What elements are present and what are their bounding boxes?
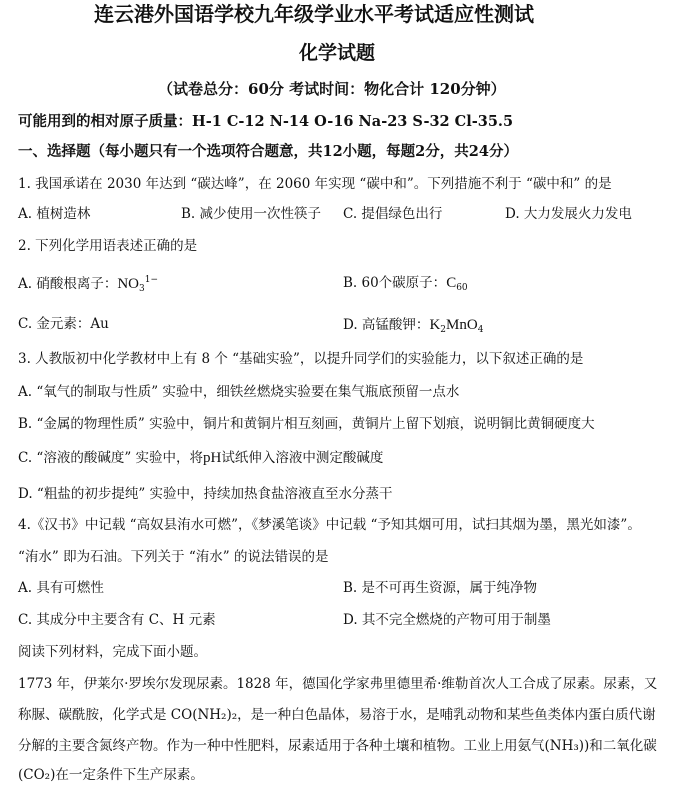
question-2-option-d bbox=[343, 318, 483, 335]
ph-symbol: pH bbox=[203, 450, 222, 466]
reading-intro: 阅读下列材料，完成下面小题。 bbox=[18, 644, 207, 660]
question-4-option-d: D. 其不完全燃烧的产物可用于制墨 bbox=[343, 612, 551, 628]
option-c-text-end: 试纸伸入溶液中测定酸碱度 bbox=[221, 450, 384, 466]
permanganate-subscript-4: 4 bbox=[477, 325, 484, 335]
option-c-text-start: C. “溶液的酸碱度” 实验中，将 bbox=[18, 450, 204, 466]
question-4-option-a: A. 具有可燃性 bbox=[18, 580, 104, 596]
permanganate-subscript-2: 2 bbox=[440, 325, 447, 335]
atomic-masses: 可能用到的相对原子质量：H-1 C-12 N-14 O-16 Na-23 S-32 Cl-35.5 bbox=[18, 113, 514, 130]
question-4-option-c: C. 其成分中主要含有 C、H 元素 bbox=[18, 612, 216, 628]
nitrate-subscript: 3 bbox=[139, 284, 145, 294]
question-3-option-c bbox=[18, 451, 383, 466]
question-3-option-a: A. “氧气的制取与性质” 实验中，细铁丝燃烧实验要在集气瓶底预留一点水 bbox=[18, 384, 460, 400]
question-1-stem: 1. 我国承诺在 2030 年达到 “碳达峰”，在 2060 年实现 “碳中和”。下列措施不利于 “碳中和” 的是 bbox=[18, 176, 612, 192]
option-d-label: D. 高锰酸钾： bbox=[343, 317, 430, 333]
option-b-label: B. 60个碳原子： bbox=[343, 275, 447, 291]
question-2-option-b bbox=[343, 276, 468, 293]
exam-info: （试卷总分：60分 考试时间：物化合计 120分钟） bbox=[158, 80, 506, 98]
question-4-stem-line1: 4.《汉书》中记载 “高奴县洧水可燃”，《梦溪笔谈》中记载 “予知其烟可用，试扫其烟为墨，黑光如漆”。 bbox=[18, 517, 641, 533]
question-4-option-b: B. 是不可再生资源，属于纯净物 bbox=[343, 580, 538, 596]
permanganate-mno: MnO bbox=[446, 317, 478, 333]
question-1-option-a: A. 植树造林 bbox=[18, 206, 91, 222]
reading-paragraph-line3: 分解的主要含氮终产物。作为一种中性肥料，尿素适用于各种土壤和植物。工业上用氨气(NH₃))和二氧化碳 bbox=[18, 738, 657, 754]
question-1-option-d: D. 大力发展火力发电 bbox=[505, 206, 632, 222]
question-3-option-d: D. “粗盐的初步提纯” 实验中，持续加热食盐溶液直至水分蒸干 bbox=[18, 486, 393, 502]
question-1-option-c: C. 提倡绿色出行 bbox=[343, 206, 443, 222]
question-4-stem-line2: “洧水” 即为石油。下列关于 “洧水” 的说法错误的是 bbox=[18, 549, 329, 565]
nitrate-formula: NO bbox=[117, 276, 140, 292]
reading-paragraph-line2: 称脲、碳酰胺，化学式是 CO(NH₂)₂，是一种白色晶体，易溶于水，是哺乳动物和某些鱼类体内蛋白质代谢 bbox=[18, 707, 656, 723]
document-title: 连云港外国语学校九年级学业水平考试适应性测试 bbox=[94, 2, 534, 26]
question-2-option-a bbox=[18, 276, 158, 294]
question-3-stem: 3. 人教版初中化学教材中上有 8 个 “基础实验”，以提升同学们的实验能力，以下叙述正确的是 bbox=[18, 351, 584, 367]
question-2-option-c: C. 金元素：Au bbox=[18, 316, 109, 332]
reading-paragraph-line4: (CO₂)在一定条件下生产尿素。 bbox=[18, 767, 204, 783]
option-a-label: A. 硝酸根离子： bbox=[18, 276, 118, 292]
question-2-stem: 2. 下列化学用语表述正确的是 bbox=[18, 238, 198, 254]
reading-paragraph-line1: 1773 年，伊莱尔·罗埃尔发现尿素。1828 年，德国化学家弗里德里希·维勒首次人工合成了尿素。尿素，又 bbox=[18, 676, 658, 692]
nitrate-charge: 1− bbox=[144, 275, 159, 285]
question-3-option-b: B. “金属的物理性质” 实验中，铜片和黄铜片相互刻画，黄铜片上留下划痕，说明铜比黄铜硬度大 bbox=[18, 416, 595, 432]
question-1-option-b: B. 减少使用一次性筷子 bbox=[181, 206, 322, 222]
permanganate-k: K bbox=[429, 317, 441, 333]
section-heading: 一、选择题（每小题只有一个选项符合题意，共12小题，每题2分，共24分） bbox=[18, 143, 518, 160]
carbon-subscript: 60 bbox=[456, 283, 468, 293]
subject-title: 化学试题 bbox=[299, 42, 376, 64]
carbon-formula: C bbox=[446, 275, 457, 291]
